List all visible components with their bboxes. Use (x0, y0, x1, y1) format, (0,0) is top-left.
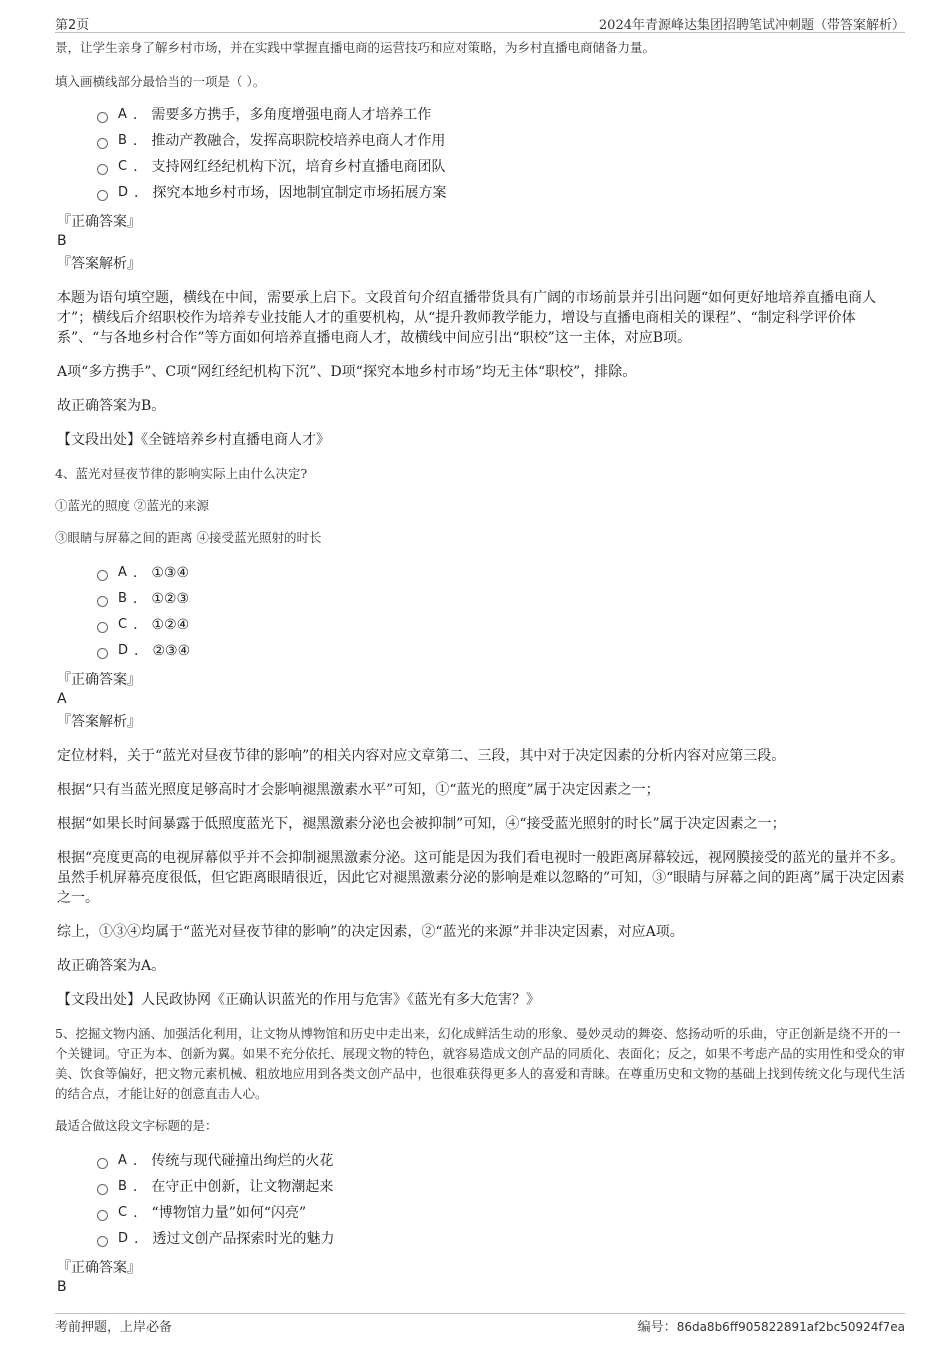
q4-option-c[interactable]: C . ①②④ (97, 612, 905, 638)
q4-analysis-text: 根据“如果长时间暴露于低照度蓝光下，褪黑激素分泌也会被抑制”可知，④“接受蓝光照射的时长”属于决定因素之一； (57, 816, 786, 832)
q4-analysis-text: 根据“亮度更高的电视屏幕似乎并不会抑制褪黑激素分泌。这可能是因为我们看电视时一般距离屏幕较远，视网膜接受的蓝光的量并不多。虽然手机屏幕亮度很低，但它距离眼睛很近，因此它对褪黑激素分泌的影响是难以忽略的”可知，③“眼睛与屏幕之间的距离”属于决定因素之一。 (57, 850, 905, 906)
q5-option-a[interactable]: A . 传统与现代碰撞出绚烂的火花 (97, 1148, 905, 1174)
q4-answer-label: 『正确答案』 (57, 672, 141, 688)
q4-option-d[interactable]: D . ②③④ (97, 638, 905, 664)
q3-prompt: 填入画横线部分最恰当的一项是（ ）。 (55, 74, 266, 89)
q4-source: 【文段出处】人民政协网《正确认识蓝光的作用与危害》《蓝光有多大危害？》 (57, 992, 540, 1008)
q3-analysis-text: 本题为语句填空题，横线在中间，需要承上启下。文段首句介绍直播带货具有广阔的市场前景并引出问题“如何更好地培养直播电商人才”；横线后介绍职校作为培养专业技能人才的重要机构，从“提升教师教学能力，增设与直播电商相关的课程”、“制定科学评价体系”、“与各地乡村合作”等方面如何培养直播电商人才，故横线中间应引出“职校”这一主体，对应B项。 (57, 290, 877, 346)
q3-answer-label: 『正确答案』 (57, 214, 141, 230)
radio-icon[interactable] (97, 1184, 108, 1195)
radio-icon[interactable] (97, 190, 108, 201)
q4-analysis-text: 综上，①③④均属于“蓝光对昼夜节律的影响”的决定因素，②“蓝光的来源”并非决定因素，对应A项。 (57, 924, 684, 940)
q5-answer: B (57, 1279, 67, 1295)
page-content (55, 38, 905, 1300)
q5-prompt: 最适合做这段文字标题的是： (55, 1118, 218, 1133)
radio-icon[interactable] (97, 596, 108, 607)
q5-option-d[interactable]: D . 透过文创产品探索时光的魅力 (97, 1226, 905, 1252)
q3-answer: B (57, 233, 67, 249)
radio-icon[interactable] (97, 622, 108, 633)
q5-question: 5、挖掘文物内涵、加强活化利用，让文物从博物馆和历史中走出来，幻化成鲜活生动的形象、曼妙灵动的舞姿、悠扬动听的乐曲，守正创新是绕不开的一个关键词。守正为本、创新为翼。如果不充分依托、展现文物的特色，就容易造成文创产品的同质化、表面化；反之，如果不考虑产品的实用性和受众的审美、饮食等偏好，把文物元素机械、粗放地应用到各类文创产品中，也很难获得更多人的喜爱和青睐。在尊重历史和文物的基础上找到传统文化与现代生活的结合点，才能让好的创意直击人心。 (55, 1026, 906, 1101)
radio-icon[interactable] (97, 1210, 108, 1221)
q4-analysis-label: 『答案解析』 (57, 714, 141, 730)
q4-analysis-text: 根据“只有当蓝光照度足够高时才会影响褪黑激素水平”可知，①“蓝光的照度”属于决定因素之一； (57, 782, 660, 798)
q5-option-c[interactable]: C . “博物馆力量”如何“闪亮” (97, 1200, 905, 1226)
q4-analysis-text: 定位材料，关于“蓝光对昼夜节律的影响”的相关内容对应文章第二、三段，其中对于决定因素的分析内容对应第三段。 (57, 748, 786, 764)
q4-question: 4、蓝光对昼夜节律的影响实际上由什么决定? (55, 466, 308, 481)
q3-analysis-text: A项“多方携手”、C项“网红经纪机构下沉”、D项“探究本地乡村市场”均无主体“职校”，排除。 (57, 364, 637, 380)
q3-option-b[interactable]: B . 推动产教融合，发挥高职院校培养电商人才作用 (97, 128, 905, 154)
radio-icon[interactable] (97, 570, 108, 581)
q3-source: 【文段出处】《全链培养乡村直播电商人才》 (57, 432, 330, 448)
q4-line-2: ③眼睛与屏幕之间的距离 ④接受蓝光照射的时长 (55, 530, 322, 545)
q4-line-1: ①蓝光的照度 ②蓝光的来源 (55, 498, 209, 513)
q4-analysis-text: 故正确答案为A。 (57, 958, 166, 974)
q3-option-c[interactable]: C . 支持网红经纪机构下沉，培育乡村直播电商团队 (97, 154, 905, 180)
q4-options (97, 560, 905, 664)
q5-options (97, 1148, 905, 1252)
q5-answer-label: 『正确答案』 (57, 1260, 141, 1276)
q4-option-a[interactable]: A . ①③④ (97, 560, 905, 586)
q4-answer: A (57, 691, 67, 707)
document-code: 编号：86da8b6ff905822891af2bc50924f7ea (637, 1320, 905, 1335)
radio-icon[interactable] (97, 648, 108, 659)
q3-analysis-text: 故正确答案为B。 (57, 398, 166, 414)
page-footer (55, 1313, 905, 1334)
radio-icon[interactable] (97, 112, 108, 123)
q3-analysis-label: 『答案解析』 (57, 256, 141, 272)
footer-slogan: 考前押题，上岸必备 (55, 1320, 173, 1335)
q3-options (97, 102, 905, 206)
document-title: 2024年青源峰达集团招聘笔试冲刺题（带答案解析） (598, 18, 905, 33)
radio-icon[interactable] (97, 164, 108, 175)
q3-option-a[interactable]: A . 需要多方携手，多角度增强电商人才培养工作 (97, 102, 905, 128)
q5-option-b[interactable]: B . 在守正中创新，让文物潮起来 (97, 1174, 905, 1200)
page-number: 第2页 (55, 18, 90, 33)
q4-option-b[interactable]: B . ①②③ (97, 586, 905, 612)
q3-option-d[interactable]: D . 探究本地乡村市场，因地制宜制定市场拓展方案 (97, 180, 905, 206)
radio-icon[interactable] (97, 138, 108, 149)
page-header (55, 12, 905, 33)
radio-icon[interactable] (97, 1158, 108, 1169)
radio-icon[interactable] (97, 1236, 108, 1247)
q3-passage-tail: 景，让学生亲身了解乡村市场，并在实践中掌握直播电商的运营技巧和应对策略，为乡村直播电商储备力量。 (55, 40, 656, 55)
